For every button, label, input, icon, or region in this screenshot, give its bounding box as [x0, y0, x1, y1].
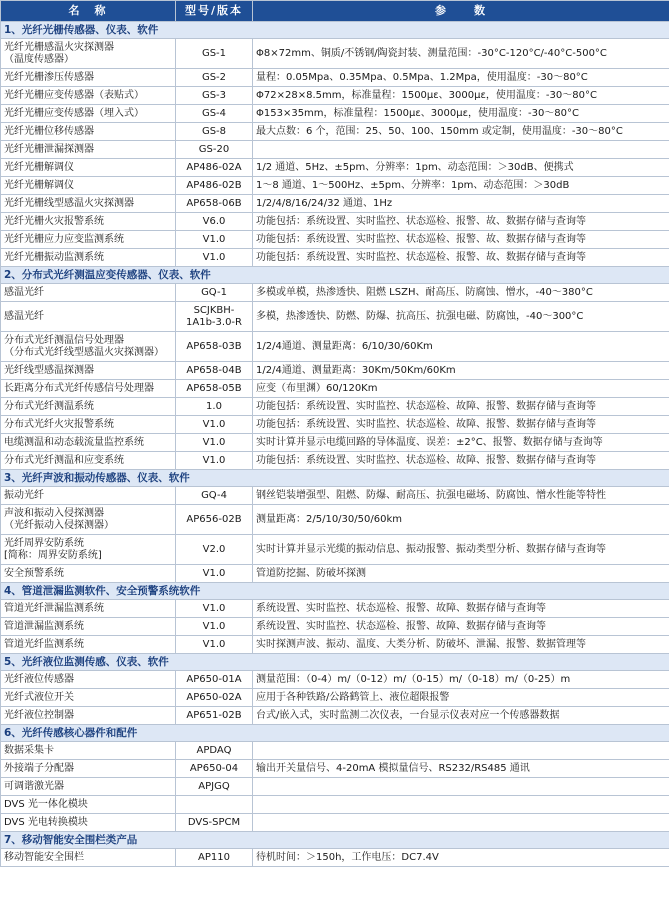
product-name: 管道泄漏监测系统 [4, 620, 84, 632]
model-number: GS-20 [198, 143, 230, 155]
cell-name [1, 362, 176, 380]
cell-model [176, 302, 253, 332]
cell-model [176, 535, 253, 565]
cell-name [1, 487, 176, 505]
table-row [1, 398, 669, 416]
section-header [1, 583, 669, 600]
header-name: 名 称 [1, 1, 176, 22]
table-row [1, 362, 669, 380]
section-header [1, 832, 669, 849]
product-name-note: [简称：周界安防系统] [4, 549, 102, 561]
cell-params: 功能包括：系统设置、实时监控、状态巡检、报警、故、数据存储与查询等 [253, 231, 669, 249]
product-name: 管道光纤监测系统 [4, 638, 84, 650]
cell-params: 实时探测声波、振动、温度、大类分析、防破坏、泄漏、报警、数据管理等 [253, 636, 669, 654]
product-name: 光纤液位传感器 [4, 673, 74, 685]
product-name: DVS 光一体化模块 [4, 798, 88, 810]
table-row [1, 177, 669, 195]
model-number: V1.0 [202, 233, 226, 245]
table-header [1, 1, 669, 22]
cell-params: 多模或单模，热渗透快、阻燃 LSZH、耐高压、防腐蚀、憎水，-40～380°C [253, 284, 669, 302]
cell-params: 测量距离：2/5/10/30/50/60km [253, 505, 669, 535]
cell-name [1, 689, 176, 707]
section-title: 1、光纤光栅传感器、仪表、软件 [1, 22, 669, 39]
cell-name [1, 123, 176, 141]
model-number: AP658-05B [186, 382, 242, 394]
cell-name [1, 195, 176, 213]
table-row [1, 284, 669, 302]
section-header [1, 22, 669, 39]
model-number: AP650-04 [189, 762, 239, 774]
table-row [1, 778, 669, 796]
product-name: 光纤光栅解调仪 [4, 161, 74, 173]
cell-model [176, 452, 253, 470]
table-row [1, 380, 669, 398]
cell-params [253, 778, 669, 796]
cell-model [176, 87, 253, 105]
cell-model [176, 671, 253, 689]
cell-params: 1/2/4/8/16/24/32 通道、1Hz [253, 195, 669, 213]
cell-name [1, 159, 176, 177]
cell-name [1, 69, 176, 87]
product-name: 安全预警系统 [4, 567, 64, 579]
product-name: DVS 光电转换模块 [4, 816, 88, 828]
cell-model [176, 39, 253, 69]
table-row [1, 760, 669, 778]
product-name: 光纤光栅位移传感器 [4, 125, 94, 137]
cell-params: 功能包括：系统设置、实时监控、状态巡检、故障、报警、数据存储与查询等 [253, 416, 669, 434]
product-name: 感温光纤 [4, 310, 44, 322]
table-row [1, 332, 669, 362]
model-number: V2.0 [202, 543, 226, 555]
table-row [1, 535, 669, 565]
product-name: 光纤光栅应变传感器（埋入式） [4, 107, 144, 119]
product-name: 光纤光栅渗压传感器 [4, 71, 94, 83]
model-number: V1.0 [202, 436, 226, 448]
cell-params: 功能包括：系统设置、实时监控、状态巡检、故障、报警、数据存储与查询等 [253, 452, 669, 470]
table-row [1, 487, 669, 505]
cell-name [1, 849, 176, 867]
table-row [1, 195, 669, 213]
table-row [1, 141, 669, 159]
product-name: 声波和振动入侵探测器 [4, 507, 104, 519]
section-header [1, 654, 669, 671]
model-number: AP658-04B [186, 364, 242, 376]
product-name: 光纤光栅感温火灾探测器 [4, 41, 114, 53]
table-row [1, 689, 669, 707]
cell-name [1, 231, 176, 249]
cell-model [176, 707, 253, 725]
section-title: 7、移动智能安全围栏类产品 [1, 832, 669, 849]
model-number: GS-4 [201, 107, 227, 119]
cell-model [176, 380, 253, 398]
table-row [1, 302, 669, 332]
cell-params: Φ72×28×8.5mm，标准量程：1500με、3000με，使用温度：-30～80°C [253, 87, 669, 105]
cell-model [176, 362, 253, 380]
model-number: V1.0 [202, 418, 226, 430]
cell-params: 最大点数：6 个，范围：25、50、100、150mm 或定制，使用温度：-30～80°C [253, 123, 669, 141]
cell-model [176, 742, 253, 760]
cell-model [176, 398, 253, 416]
model-number: V1.0 [202, 251, 226, 263]
product-name: 光纤光栅应力应变监测系统 [4, 233, 124, 245]
table-row [1, 452, 669, 470]
cell-model [176, 159, 253, 177]
cell-name [1, 105, 176, 123]
cell-name [1, 636, 176, 654]
table-row [1, 565, 669, 583]
product-name: 光纤液位控制器 [4, 709, 74, 721]
product-name-note: （光纤振动入侵探测器） [4, 519, 114, 531]
table-row [1, 213, 669, 231]
cell-params: 管道防挖掘、防破坏探测 [253, 565, 669, 583]
cell-params: 量程：0.05Mpa、0.35Mpa、0.5Mpa、1.2Mpa，使用温度：-30～80°C [253, 69, 669, 87]
product-name-note: （温度传感器） [4, 53, 74, 65]
cell-name [1, 141, 176, 159]
table-row [1, 416, 669, 434]
cell-params: 待机时间：＞150h，工作电压：DC7.4V [253, 849, 669, 867]
table-row [1, 849, 669, 867]
cell-name [1, 505, 176, 535]
model-number: AP110 [198, 851, 230, 863]
cell-model [176, 487, 253, 505]
cell-params: 功能包括：系统设置、实时监控、状态巡检、故障、报警、数据存储与查询等 [253, 398, 669, 416]
cell-model [176, 69, 253, 87]
product-name: 移动智能安全围栏 [4, 851, 84, 863]
model-number: AP658-03B [186, 340, 242, 352]
table-row [1, 600, 669, 618]
cell-params: 1～8 通道、1～500Hz、±5pm、分辨率：1pm、动态范围：＞30dB [253, 177, 669, 195]
section-title: 2、分布式光纤测温应变传感器、仪表、软件 [1, 267, 669, 284]
cell-name [1, 452, 176, 470]
product-name: 分布式光纤测温信号处理器 [4, 334, 124, 346]
cell-name [1, 177, 176, 195]
header-params: 参 数 [253, 1, 669, 22]
model-number: GS-2 [201, 71, 227, 83]
product-name: 管道光纤泄漏监测系统 [4, 602, 104, 614]
model-number: AP486-02B [186, 179, 242, 191]
cell-model [176, 778, 253, 796]
cell-name [1, 213, 176, 231]
cell-model [176, 600, 253, 618]
cell-name [1, 618, 176, 636]
product-name-note: （分布式光纤线型感温火灾探测器） [4, 346, 164, 358]
model-number: APJGQ [198, 780, 230, 792]
table-row [1, 434, 669, 452]
cell-params: 多模，热渗透快、防燃、防爆、抗高压、抗强电磁、防腐蚀，-40～300°C [253, 302, 669, 332]
cell-params: Φ8×72mm、铜质/不锈钢/陶瓷封装、测量范围：-30°C-120°C/-40°C-500°C [253, 39, 669, 69]
cell-params: 台式/嵌入式，实时监测二次仪表，一台显示仪表对应一个传感器数据 [253, 707, 669, 725]
product-name: 分布式光纤火灾报警系统 [4, 418, 114, 430]
cell-model [176, 213, 253, 231]
table-row [1, 707, 669, 725]
model-number: V6.0 [202, 215, 226, 227]
product-name: 分布式光纤测温和应变系统 [4, 454, 124, 466]
model-number: AP650-01A [186, 673, 242, 685]
cell-params: 功能包括：系统设置、实时监控、状态巡检、报警、故、数据存储与查询等 [253, 213, 669, 231]
product-name: 光纤线型感温探测器 [4, 364, 94, 376]
cell-params: 功能包括：系统设置、实时监控、状态巡检、报警、故、数据存储与查询等 [253, 249, 669, 267]
model-number: V1.0 [202, 638, 226, 650]
model-number: V1.0 [202, 602, 226, 614]
cell-model [176, 760, 253, 778]
product-name: 光纤光栅泄漏探测器 [4, 143, 94, 155]
product-name: 光纤光栅解调仪 [4, 179, 74, 191]
product-name: 振动光纤 [4, 489, 44, 501]
cell-model [176, 332, 253, 362]
model-number: GS-8 [201, 125, 227, 137]
cell-model [176, 284, 253, 302]
product-name: 光纤周界安防系统 [4, 537, 84, 549]
cell-name [1, 742, 176, 760]
cell-params: 实时计算并显示光缆的振动信息、振动报警、振动类型分析、数据存储与查询等 [253, 535, 669, 565]
model-number: DVS-SPCM [187, 816, 241, 828]
table-row [1, 39, 669, 69]
product-name: 电缆测温和动态载流量监控系统 [4, 436, 144, 448]
product-name: 分布式光纤测温系统 [4, 400, 94, 412]
model-number: AP650-02A [186, 691, 242, 703]
model-number: AP656-02B [186, 513, 242, 525]
cell-model [176, 618, 253, 636]
cell-params: 系统设置、实时监控、状态巡检、报警、故障、数据存储与查询等 [253, 618, 669, 636]
model-number: V1.0 [202, 620, 226, 632]
cell-model [176, 434, 253, 452]
cell-model [176, 416, 253, 434]
cell-name [1, 600, 176, 618]
cell-model [176, 195, 253, 213]
cell-name [1, 671, 176, 689]
cell-model [176, 565, 253, 583]
model-number: APDAQ [196, 744, 232, 756]
cell-name [1, 398, 176, 416]
cell-params: 测量范围：（0-4）m/（0-12）m/（0-15）m/（0-18）m/（0-25）m [253, 671, 669, 689]
cell-params: 1/2 通道、5Hz、±5pm、分辨率：1pm、动态范围：＞30dB、便携式 [253, 159, 669, 177]
model-number: SCJKBH- [193, 304, 235, 316]
cell-model [176, 814, 253, 832]
cell-name [1, 707, 176, 725]
cell-name [1, 302, 176, 332]
table-row [1, 159, 669, 177]
table-row [1, 69, 669, 87]
cell-model [176, 849, 253, 867]
cell-name [1, 39, 176, 69]
product-name: 光纤光栅线型感温火灾探测器 [4, 197, 134, 209]
model-number: 1.0 [206, 400, 222, 412]
cell-params: 应用于各种铁路/公路鹤管上、液位超限报警 [253, 689, 669, 707]
cell-model [176, 505, 253, 535]
cell-model [176, 123, 253, 141]
cell-model [176, 105, 253, 123]
table-row [1, 105, 669, 123]
cell-name [1, 814, 176, 832]
table-row [1, 505, 669, 535]
cell-name [1, 416, 176, 434]
table-row [1, 231, 669, 249]
product-name: 感温光纤 [4, 286, 44, 298]
cell-model [176, 689, 253, 707]
model-number: GS-3 [201, 89, 227, 101]
model-number: AP658-06B [186, 197, 242, 209]
table-row [1, 796, 669, 814]
table-row [1, 814, 669, 832]
table-row [1, 123, 669, 141]
table-row [1, 618, 669, 636]
cell-name [1, 535, 176, 565]
product-name: 外接端子分配器 [4, 762, 74, 774]
cell-model [176, 796, 253, 814]
cell-model [176, 249, 253, 267]
cell-params: 系统设置、实时监控、状态巡检、报警、故障、数据存储与查询等 [253, 600, 669, 618]
cell-name [1, 796, 176, 814]
model-number: V1.0 [202, 567, 226, 579]
model-number: GQ-1 [201, 286, 227, 298]
section-title: 4、管道泄漏监测软件、安全预警系统软件 [1, 583, 669, 600]
product-name: 可调谐激光器 [4, 780, 64, 792]
section-title: 6、光纤传感核心器件和配件 [1, 725, 669, 742]
cell-params [253, 141, 669, 159]
product-name: 光纤光栅应变传感器（表贴式） [4, 89, 144, 101]
cell-name [1, 284, 176, 302]
model-number: GS-1 [201, 47, 227, 59]
model-number: GQ-4 [201, 489, 227, 501]
cell-params: 应变（布里渊）60/120Km [253, 380, 669, 398]
table-row [1, 249, 669, 267]
cell-params [253, 742, 669, 760]
section-header [1, 725, 669, 742]
cell-model [176, 636, 253, 654]
cell-params: 1/2/4通道、测量距离：30Km/50Km/60Km [253, 362, 669, 380]
cell-params: 实时计算并显示电缆回路的导体温度、误差：±2°C、报警、数据存储与查询等 [253, 434, 669, 452]
table-row [1, 636, 669, 654]
model-number: V1.0 [202, 454, 226, 466]
cell-params: 输出开关量信号、4-20mA 模拟量信号、RS232/RS485 通讯 [253, 760, 669, 778]
header-model: 型号/版本 [176, 1, 253, 22]
cell-model [176, 141, 253, 159]
cell-params: 钢丝铠装增强型、阻燃、防爆、耐高压、抗强电磁场、防腐蚀、憎水性能等特性 [253, 487, 669, 505]
cell-model [176, 177, 253, 195]
cell-name [1, 249, 176, 267]
table-row [1, 742, 669, 760]
table-row [1, 87, 669, 105]
cell-name [1, 87, 176, 105]
cell-params: 1/2/4通道、测量距离：6/10/30/60Km [253, 332, 669, 362]
product-name: 数据采集卡 [4, 744, 54, 756]
product-name: 光纤式液位开关 [4, 691, 74, 703]
cell-name [1, 332, 176, 362]
cell-model [176, 231, 253, 249]
section-header [1, 470, 669, 487]
product-name: 长距离分布式光纤传感信号处理器 [4, 382, 154, 394]
product-name: 光纤光栅火灾报警系统 [4, 215, 104, 227]
cell-name [1, 778, 176, 796]
cell-name [1, 760, 176, 778]
section-header [1, 267, 669, 284]
cell-name [1, 565, 176, 583]
model-number: AP651-02B [186, 709, 242, 721]
table-body [1, 22, 669, 867]
cell-params [253, 814, 669, 832]
cell-params: Φ153×35mm，标准量程：1500με、3000με，使用温度：-30～80°C [253, 105, 669, 123]
product-name: 光纤光栅振动监测系统 [4, 251, 104, 263]
cell-name [1, 434, 176, 452]
model-number-cont: 1A1b-3.0-R [186, 316, 242, 328]
cell-params [253, 796, 669, 814]
table-row [1, 671, 669, 689]
section-title: 5、光纤液位监测传感、仪表、软件 [1, 654, 669, 671]
cell-name [1, 380, 176, 398]
model-number: AP486-02A [186, 161, 242, 173]
section-title: 3、光纤声波和振动传感器、仪表、软件 [1, 470, 669, 487]
